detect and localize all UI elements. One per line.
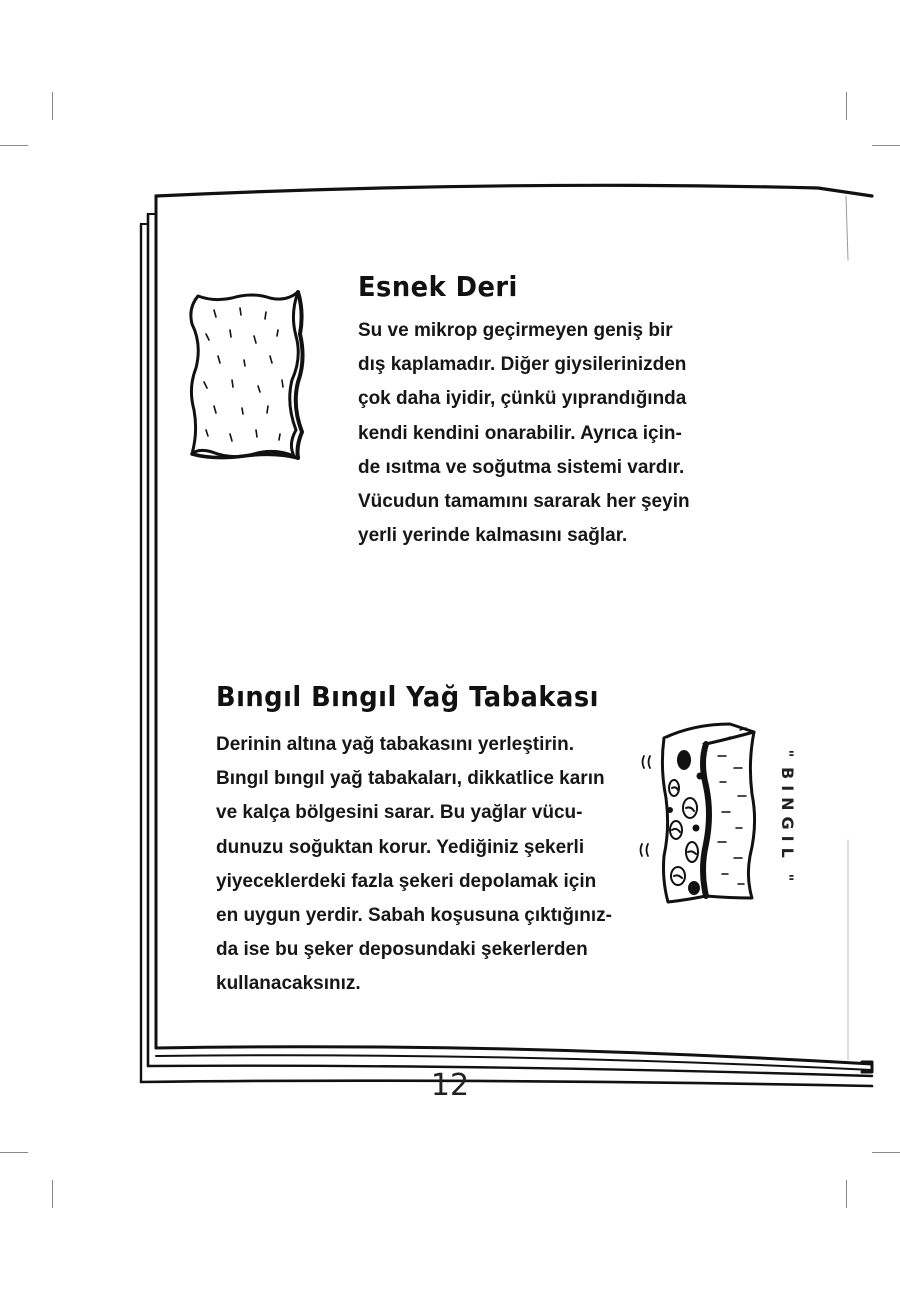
bingil-sound-label [778, 744, 796, 887]
text-line: kendi kendini onarabilir. Ayrıca için- [358, 422, 682, 444]
text-line: dış kaplamadır. Diğer giysilerinizden [358, 354, 687, 376]
text-line: ve kalça bölgesini sarar. Bu yağlar vücu- [216, 802, 583, 824]
text-line: Vücudun tamamını sararak her şeyin [358, 491, 690, 513]
section-text-yag-tabakasi [216, 728, 616, 1002]
section-title-esnek-deri: Esnek Deri [358, 270, 518, 303]
quote-mark: " [778, 749, 797, 758]
skin-patch-icon [184, 284, 310, 464]
text-line: Su ve mikrop geçirmeyen geniş bir [358, 320, 673, 341]
section-text-esnek-deri [358, 314, 690, 553]
sound-label-text: BINGIL [778, 767, 797, 864]
text-line: kullanacaksınız. [216, 973, 361, 995]
text-line: yerli yerinde kalmasını sağlar. [358, 525, 628, 547]
text-line: çok daha iyidir, çünkü yıprandığında [358, 388, 687, 410]
text-line: Derinin altına yağ tabakasını yerleştirin. [216, 734, 574, 755]
text-line: yiyeceklerdeki fazla şekeri depolamak için [216, 870, 597, 892]
page-number: 12 [430, 1068, 470, 1103]
text-line: da ise bu şeker deposundaki şekerlerden [216, 939, 588, 961]
quote-mark: " [778, 873, 797, 882]
text-line: de ısıtma ve soğutma sistemi vardır. [358, 456, 685, 478]
text-line: dunuzu soğuktan korur. Yediğiniz şekerli [216, 836, 585, 858]
text-line: en uygun yerdir. Sabah koşusuna çıktığınız- [216, 905, 612, 927]
text-line: Bıngıl bıngıl yağ tabakaları, dikkatlice karın [216, 768, 605, 790]
fat-layer-icon [634, 716, 764, 916]
section-title-yag-tabakasi: Bıngıl Bıngıl Yağ Tabakası [216, 680, 599, 713]
